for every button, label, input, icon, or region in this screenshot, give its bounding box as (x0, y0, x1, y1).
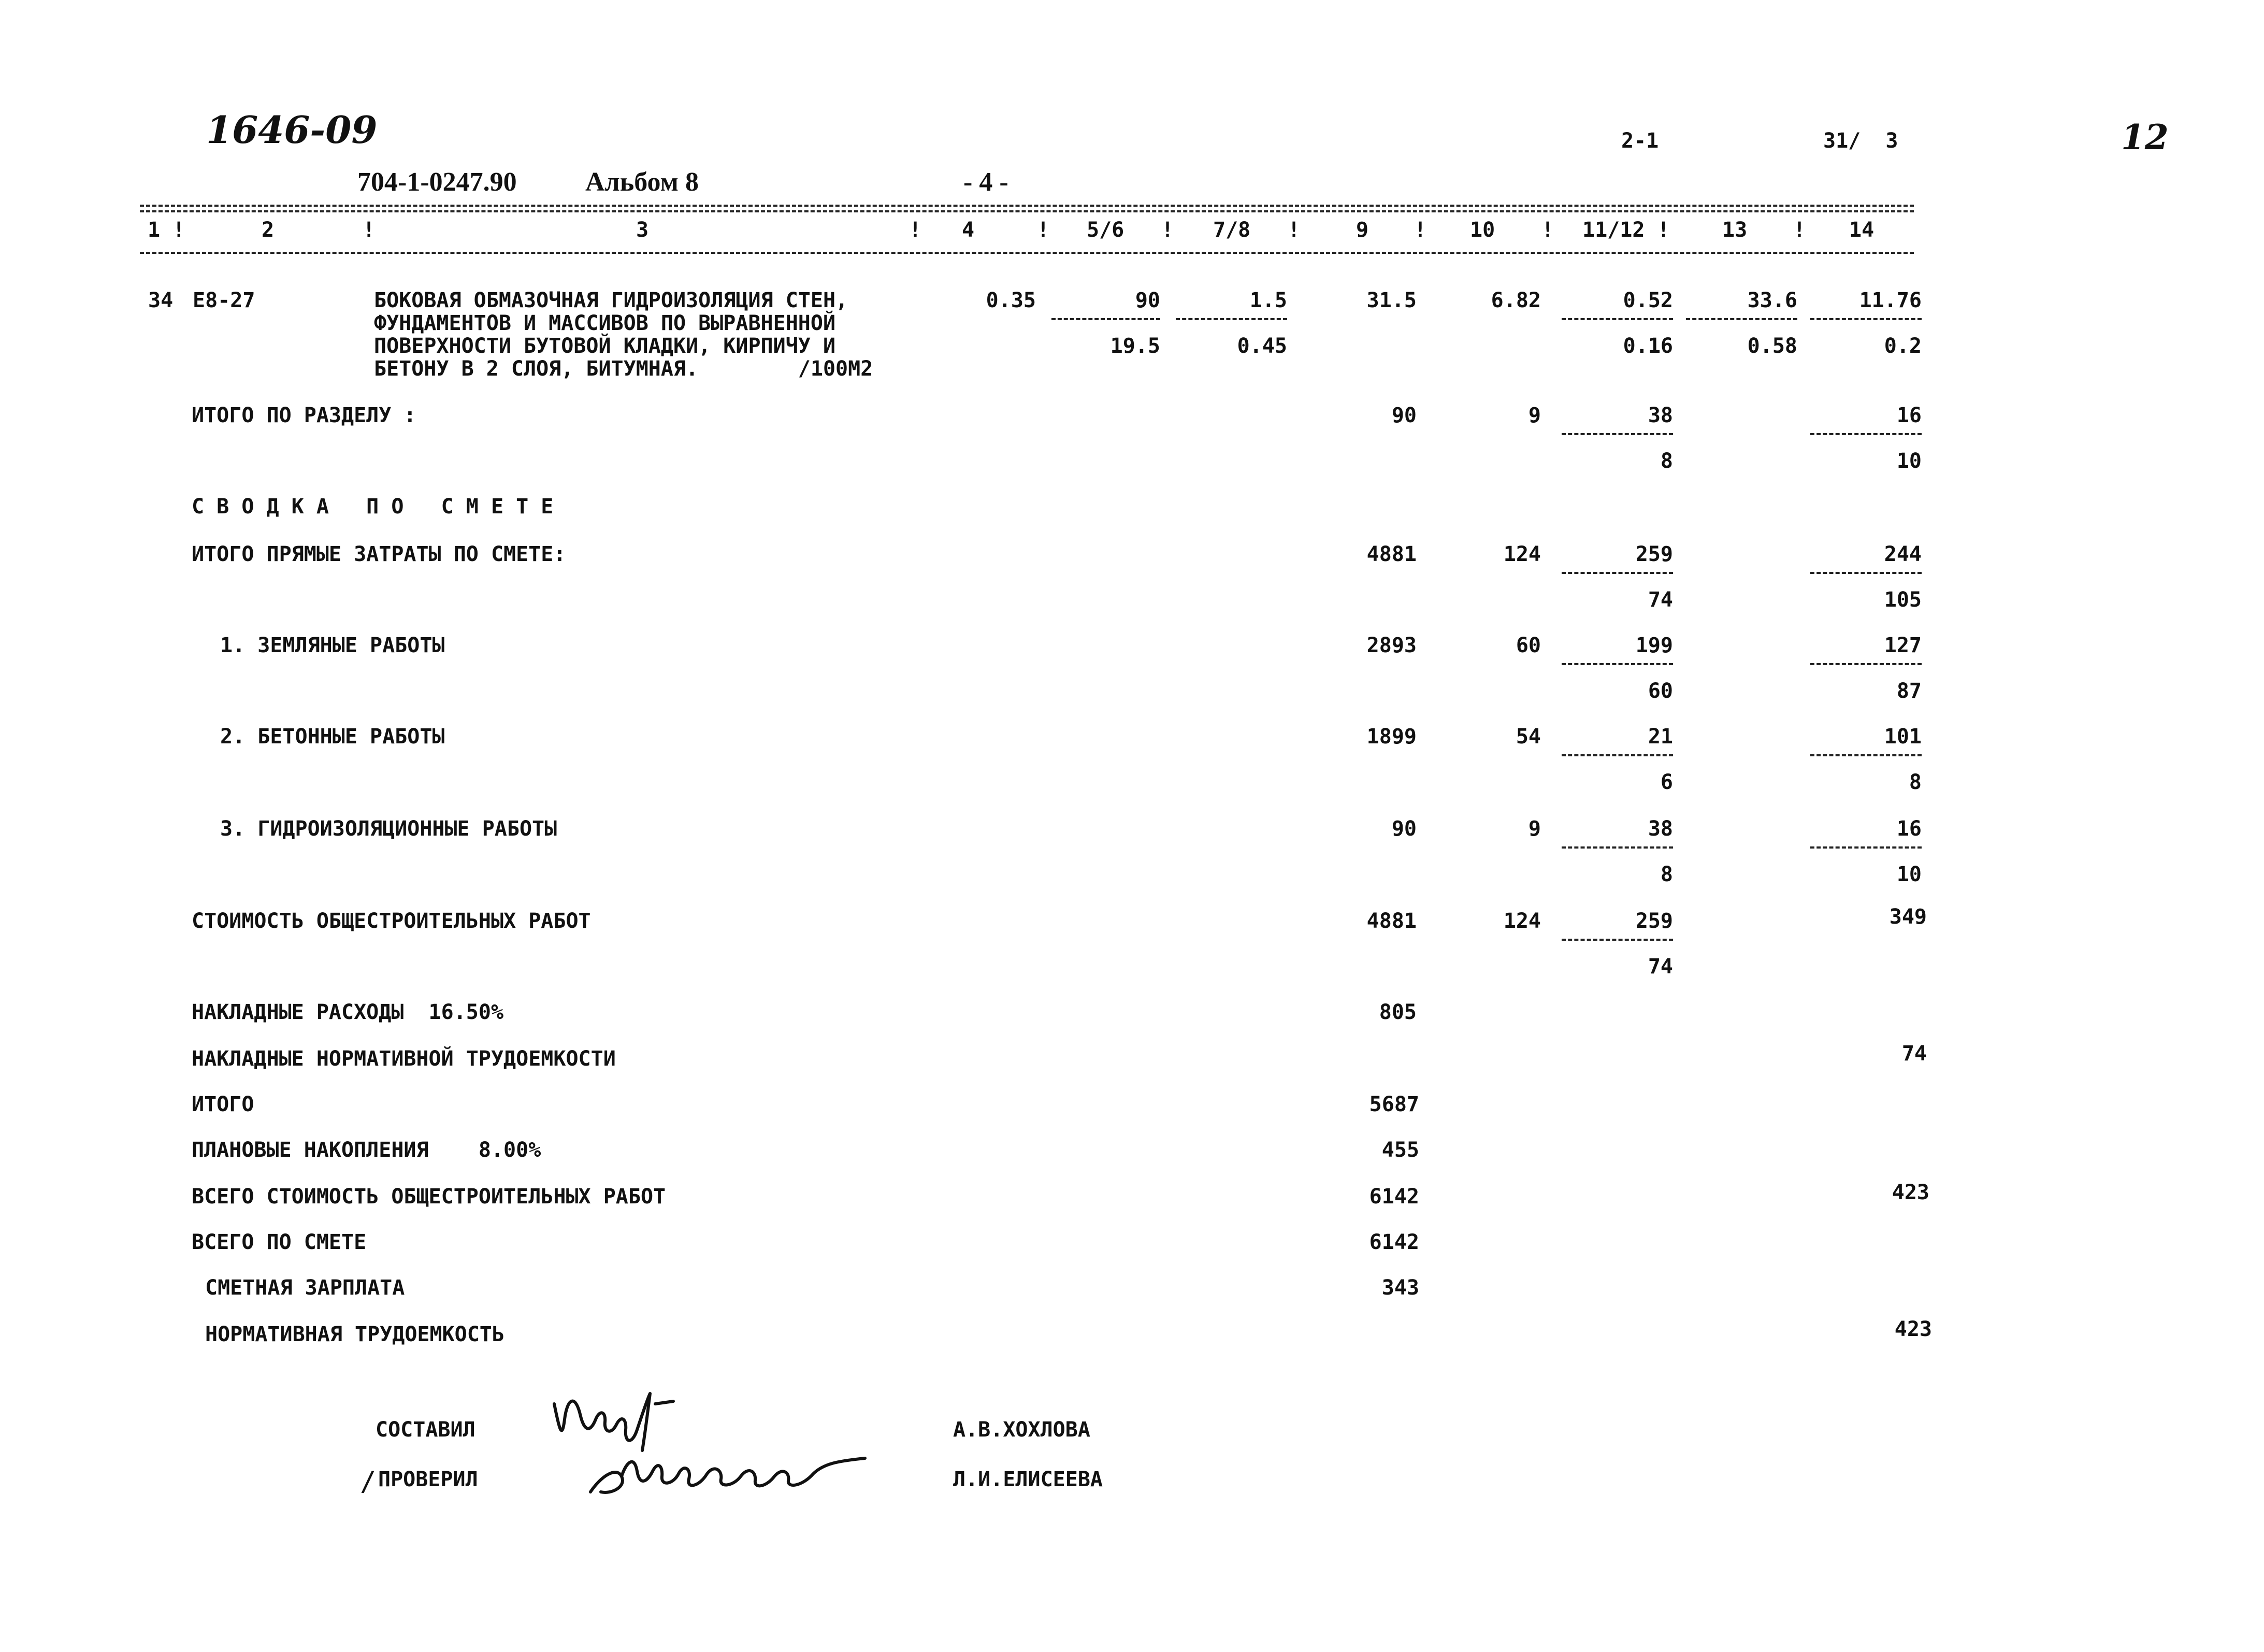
col-sep: ! (363, 218, 376, 242)
works-c1112-top: 38 (1648, 817, 1673, 841)
works-c1112-top: 21 (1648, 725, 1673, 749)
col13-bottom: 0.58 (1747, 334, 1797, 358)
total-estimate-label: ВСЕГО ПО СМЕТЕ (192, 1230, 367, 1254)
wage-label: СМЕТНАЯ ЗАРПЛАТА (205, 1276, 405, 1300)
summary-heading: С В О Д К А П О С М Е Т Е (192, 495, 554, 519)
works-c14-top: 101 (1884, 725, 1922, 749)
works-c14-top: 127 (1884, 634, 1922, 657)
album-label: Альбом 8 (585, 167, 699, 197)
section-total-c14-bottom: 10 (1896, 449, 1922, 473)
checked-by-name: Л.И.ЕЛИСЕЕВА (953, 1468, 1103, 1491)
section-total-c1112-top: 38 (1648, 404, 1673, 427)
page-mark: 12 (2121, 117, 2169, 157)
col-sep: ! (1541, 218, 1554, 242)
works-c9: 1899 (1366, 725, 1417, 749)
col4-value: 0.35 (986, 289, 1036, 312)
header-top-rule-2 (140, 210, 1914, 212)
works-c14-top: 16 (1896, 817, 1922, 841)
col-3: 3 (636, 218, 649, 242)
works-c9: 2893 (1366, 634, 1417, 657)
col-9: 9 (1356, 218, 1369, 242)
header-top-rule (140, 205, 1914, 207)
col78-top: 1.5 (1249, 289, 1287, 312)
direct-c14-bottom: 105 (1884, 588, 1922, 612)
handwritten-document-number: 1646-09 (206, 108, 378, 152)
overhead-labor-c14: 74 (1901, 1042, 1927, 1066)
works-c14-bottom: 8 (1909, 770, 1922, 794)
labor-label: НОРМАТИВНАЯ ТРУДОЕМКОСТЬ (205, 1323, 504, 1346)
col-11-12: 11/12 ! (1582, 218, 1670, 242)
general-construction-label: СТОИМОСТЬ ОБЩЕСТРОИТЕЛЬНЫХ РАБОТ (192, 909, 591, 933)
item-code: Е8-27 (193, 289, 255, 312)
col14-bottom: 0.2 (1884, 334, 1922, 358)
header-bottom-rule (140, 252, 1914, 254)
col-sep: ! (1414, 218, 1427, 242)
works-c1112-top: 199 (1635, 634, 1673, 657)
col-sep: ! (1288, 218, 1301, 242)
direct-c9: 4881 (1366, 542, 1417, 566)
wage-c9: 343 (1381, 1276, 1419, 1300)
total-general-c9: 6142 (1369, 1185, 1419, 1209)
direct-c10: 124 (1503, 542, 1541, 566)
works-c1112-bottom: 8 (1660, 863, 1673, 886)
col-4: 4 (962, 218, 975, 242)
general-c10: 124 (1503, 909, 1541, 933)
item-description-line-3: ПОВЕРХНОСТИ БУТОВОЙ КЛАДКИ, КИРПИЧУ И (374, 334, 836, 358)
general-c9: 4881 (1366, 909, 1417, 933)
col-sep: ! (1161, 218, 1174, 242)
direct-costs-label: ИТОГО ПРЯМЫЕ ЗАТРАТЫ ПО СМЕТЕ: (192, 542, 566, 566)
works-label: 1. ЗЕМЛЯНЫЕ РАБОТЫ (220, 634, 445, 657)
works-c14-bottom: 87 (1896, 679, 1922, 703)
col10-value: 6.82 (1491, 289, 1541, 312)
works-c10: 54 (1516, 725, 1541, 749)
item-description-line-4: БЕТОНУ В 2 СЛОЯ, БИТУМНАЯ. /100М2 (374, 357, 873, 381)
compiled-by-name: А.В.ХОХЛОВА (953, 1418, 1090, 1442)
sheet-code: 2-1 (1621, 129, 1659, 153)
plan-accumulation-c9: 455 (1381, 1138, 1419, 1162)
general-c1112-top: 259 (1635, 909, 1673, 933)
works-c10: 60 (1516, 634, 1541, 657)
col-2: 2 (262, 218, 275, 242)
col-10: 10 (1470, 218, 1495, 242)
col1112-bottom: 0.16 (1623, 334, 1673, 358)
item-description-line-2: ФУНДАМЕНТОВ И МАССИВОВ ПО ВЫРАВНЕННОЙ (374, 311, 836, 335)
col-7-8: 7/8 (1213, 218, 1251, 242)
labor-c14: 423 (1894, 1317, 1932, 1341)
section-total-c1112-bottom: 8 (1660, 449, 1673, 473)
works-label: 2. БЕТОННЫЕ РАБОТЫ (220, 725, 445, 749)
overhead-labor-label: НАКЛАДНЫЕ НОРМАТИВНОЙ ТРУДОЕМКОСТИ (192, 1047, 616, 1071)
works-c9: 90 (1391, 817, 1417, 841)
works-c14-bottom: 10 (1896, 863, 1922, 886)
overhead-label: НАКЛАДНЫЕ РАСХОДЫ 16.50% (192, 1000, 504, 1024)
col-14: 14 (1849, 218, 1874, 242)
col9-value: 31.5 (1366, 289, 1417, 312)
col13-top: 33.6 (1747, 289, 1797, 312)
item-number: 34 (148, 289, 174, 312)
col-5-6: 5/6 (1087, 218, 1124, 242)
col-sep: ! (909, 218, 922, 242)
col14-top: 11.76 (1859, 289, 1922, 312)
general-c14: 349 (1889, 905, 1927, 929)
works-label: 3. ГИДРОИЗОЛЯЦИОННЫЕ РАБОТЫ (220, 817, 557, 841)
checked-by-label: ПРОВЕРИЛ (378, 1468, 478, 1491)
col-1: 1 ! (148, 218, 185, 242)
total-estimate-c9: 6142 (1369, 1230, 1419, 1254)
overhead-c9: 805 (1379, 1000, 1417, 1024)
plan-accumulation-label: ПЛАНОВЫЕ НАКОПЛЕНИЯ 8.00% (192, 1138, 541, 1162)
direct-c14-top: 244 (1884, 542, 1922, 566)
col1112-top: 0.52 (1623, 289, 1673, 312)
compiled-by-label: СОСТАВИЛ (376, 1418, 475, 1442)
section-total-c9: 90 (1391, 404, 1417, 427)
works-c1112-bottom: 60 (1648, 679, 1673, 703)
check-mark-icon: / (360, 1466, 377, 1497)
total-general-c14: 423 (1892, 1181, 1929, 1204)
col-sep: ! (1037, 218, 1050, 242)
section-total-c10: 9 (1528, 404, 1541, 427)
col56-top: 90 (1135, 289, 1160, 312)
col-13: 13 (1722, 218, 1748, 242)
page-number: - 4 - (963, 167, 1008, 197)
works-c1112-bottom: 6 (1660, 770, 1673, 794)
section-total-c14-top: 16 (1896, 404, 1922, 427)
item-description-line-1: БОКОВАЯ ОБМАЗОЧНАЯ ГИДРОИЗОЛЯЦИЯ СТЕН, (374, 289, 848, 312)
general-c1112-bottom: 74 (1648, 955, 1673, 979)
direct-c1112-top: 259 (1635, 542, 1673, 566)
section-total-label: ИТОГО ПО РАЗДЕЛУ : (192, 404, 416, 427)
works-c10: 9 (1528, 817, 1541, 841)
sheet-reference: 31/ 3 (1823, 129, 1898, 153)
itogo-label: ИТОГО (192, 1093, 254, 1116)
project-code: 704-1-0247.90 (357, 167, 517, 197)
direct-c1112-bottom: 74 (1648, 588, 1673, 612)
col78-bottom: 0.45 (1237, 334, 1287, 358)
total-general-label: ВСЕГО СТОИМОСТЬ ОБЩЕСТРОИТЕЛЬНЫХ РАБОТ (192, 1185, 666, 1209)
compiled-signature (544, 1383, 679, 1456)
col-sep: ! (1793, 218, 1806, 242)
checked-signature (585, 1445, 875, 1502)
col56-bottom: 19.5 (1110, 334, 1160, 358)
itogo-c9: 5687 (1369, 1093, 1419, 1116)
